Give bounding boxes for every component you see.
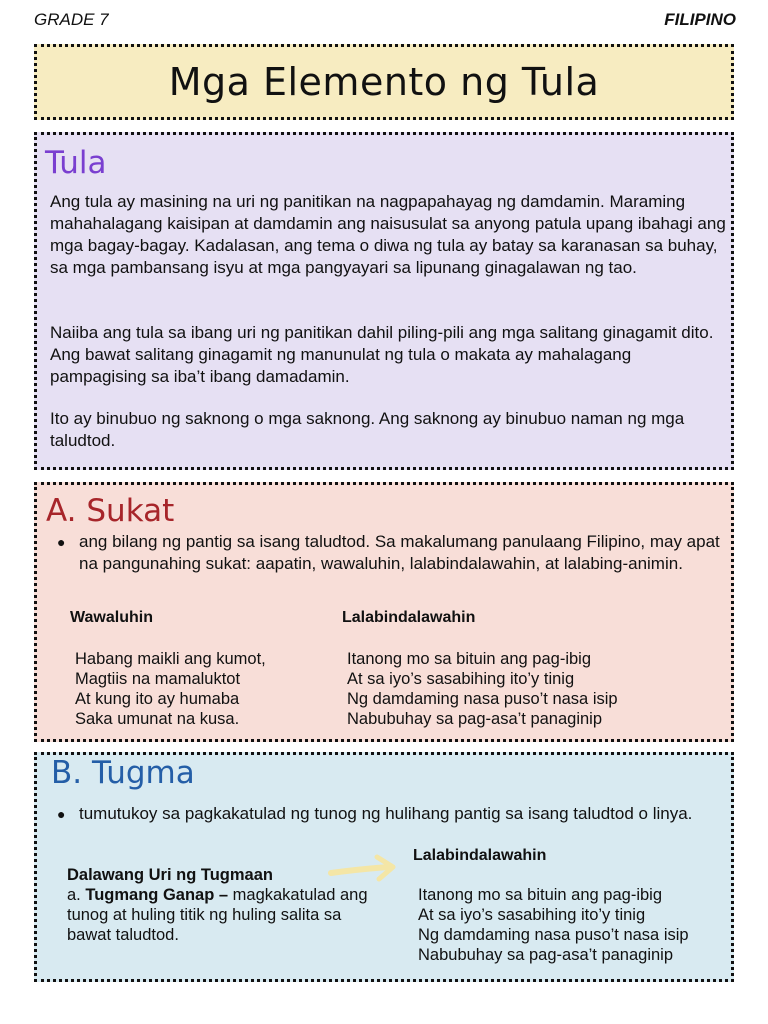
page-title: Mga Elemento ng Tula: [168, 60, 600, 104]
wawaluhin-verse: [75, 649, 266, 729]
right-arrow-icon: [327, 851, 407, 891]
tugma-heading: B. Tugma: [51, 755, 195, 791]
tula-paragraph-2: Naiiba ang tula sa ibang uri ng panitikan dahil piling-pili ang mga salitang ginagamit dito. Ang bawat salitang ginagamit ng manunulat ng tula o makata ay mahalagang pampagising sa iba’t ibang damadamin.: [50, 323, 714, 386]
tugma-verse: [418, 885, 689, 965]
tula-paragraph-3: Ito ay binubuo ng saknong o mga saknong. Ang saknong ay binubuo naman ng mga taludtod.: [50, 409, 685, 450]
verse-line: Saka umunat na kusa.: [75, 710, 240, 728]
verse-line: Nabubuhay sa pag-asa’t panaginip: [418, 946, 674, 964]
title-banner: [34, 44, 734, 120]
sukat-bullet: [57, 531, 727, 575]
sukat-heading: A. Sukat: [46, 493, 175, 529]
tugma-bullet: [57, 803, 727, 825]
subject-label: FILIPINO: [664, 10, 736, 29]
verse-line: Magtiis na mamaluktot: [75, 670, 241, 688]
bullet-dot-icon: ●: [57, 806, 66, 822]
tugmang-ganap-label: Tugmang Ganap –: [85, 886, 229, 904]
verse-line: Ng damdaming nasa puso’t nasa isip: [418, 926, 689, 944]
tugmaan-types-title: Dalawang Uri ng Tugmaan: [67, 866, 273, 884]
sukat-definition: ang bilang ng pantig sa isang taludtod. Sa makalumang panulaang Filipino, may apat na pangunahing sukat: aapatin, wawaluhin, lalabindalawahin, at lalabing-animin.: [79, 532, 720, 573]
verse-line: Itanong mo sa bituin ang pag-ibig: [347, 650, 592, 668]
verse-line: Ng damdaming nasa puso’t nasa isip: [347, 690, 618, 708]
verse-line: Nabubuhay sa pag-asa’t panaginip: [347, 710, 603, 728]
tugma-section: [34, 752, 734, 982]
tula-heading: Tula: [45, 145, 107, 181]
verse-line: At sa iyo’s sasabihing ito’y tinig: [347, 670, 575, 688]
tugma-lalabindalawahin-title: Lalabindalawahin: [413, 847, 547, 864]
verse-line: At kung ito ay humaba: [75, 690, 240, 708]
verse-line: Itanong mo sa bituin ang pag-ibig: [418, 886, 663, 904]
wawaluhin-title: Wawaluhin: [70, 609, 153, 626]
bullet-dot-icon: ●: [57, 534, 66, 550]
sukat-section: [34, 482, 734, 742]
verse-line: Habang maikli ang kumot,: [75, 650, 266, 668]
tula-paragraph-1: Ang tula ay masining na uri ng panitikan na nagpapahayag ng damdamin. Maraming mahahalagang kaisipan at damdamin ang naisusulat sa anyong patula upang ibahagi ang mga bagay-bagay. Kadalasan, ang tema o diwa ng tula ay batay sa karanasan sa buhay, sa mga pambansang isyu at mga pangyayari sa lipunang ginagalawan ng tao.: [50, 192, 726, 277]
tugmang-ganap-item: [67, 885, 377, 945]
grade-label: GRADE 7: [34, 10, 109, 29]
lalabindalawahin-verse: [347, 649, 618, 729]
verse-line: At sa iyo’s sasabihing ito’y tinig: [418, 906, 646, 924]
tula-section: [34, 132, 734, 470]
item-prefix: a.: [67, 886, 86, 904]
tugmang-ganap-definition: magkakatulad ang tunog at huling titik ng huling salita sa bawat taludtod.: [67, 886, 368, 944]
lalabindalawahin-title: Lalabindalawahin: [342, 609, 476, 626]
tugma-definition: tumutukoy sa pagkakatulad ng tunog ng hulihang pantig sa isang taludtod o linya.: [79, 804, 693, 823]
